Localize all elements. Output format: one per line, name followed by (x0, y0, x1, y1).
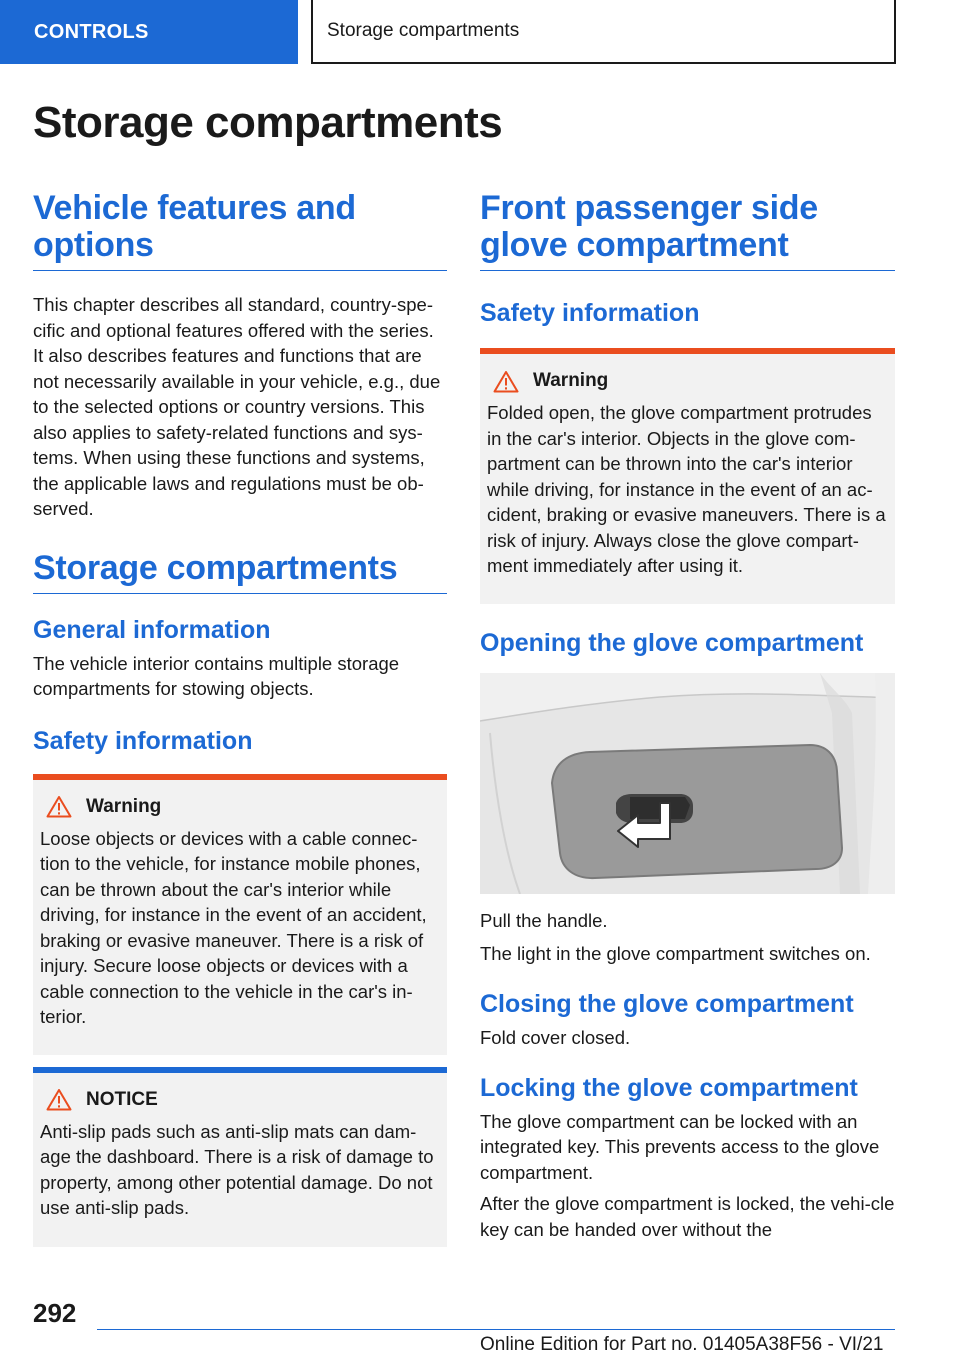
vehicle-features-text: This chapter describes all standard, country-spe-cific and optional features offered with the series. It also describes features and functions that are not necessarily available in your vehicle, e.g., due to the selected options or country versions. This also applies to safety-related functions and sys-tems. When using these functions and systems, the applicable laws and regulations must be ob-served. (33, 294, 441, 519)
right-warning-header (487, 368, 888, 394)
closing-heading: Closing the glove compartment (480, 990, 854, 1018)
general-info-text: The vehicle interior contains multiple storage compartments for stowing objects. (33, 652, 400, 699)
locking-text: The glove compartment can be locked with an integrated key. This prevents access to the glove compartment. (480, 1110, 880, 1183)
opening-heading: Opening the glove compartment (480, 629, 864, 657)
section-label: Storage compartments (327, 20, 520, 41)
safety-info-heading: Safety information (33, 726, 253, 755)
chapter-tab (0, 0, 298, 64)
section-header (311, 0, 896, 64)
notice-text: Anti-slip pads such as anti-slip mats can dam-age the dashboard. There is a risk of damage to property, among other potential damage. Do not use anti-slip pads. (40, 1120, 434, 1218)
page-title: Storage compartments (33, 98, 503, 147)
warning-title: Warning (86, 795, 162, 817)
light-text: The light in the glove compartment switches on. (480, 942, 871, 964)
footer-divider (97, 1329, 895, 1330)
vehicle-features-heading: Vehicle features and options (33, 190, 447, 271)
warning-triangle-icon (46, 1088, 72, 1111)
page-number: 292 (33, 1298, 77, 1328)
notice-header (40, 1087, 440, 1113)
chapter-label: CONTROLS (34, 20, 149, 43)
edition-text: Online Edition for Part no. 01405A38F56 - VI/21 (480, 1334, 884, 1355)
locking-heading: Locking the glove compartment (480, 1073, 858, 1102)
right-warning-box (480, 348, 895, 604)
right-safety-info-heading: Safety information (480, 299, 700, 327)
storage-heading: Storage compartments (33, 550, 447, 594)
warning-triangle-icon (46, 795, 72, 818)
right-warning-text: Folded open, the glove compartment protrudes in the car's interior. Objects in the glove com-partment can be thrown into the car's interior while driving, for instance in the event of an ac-cident, braking or evasive maneuvers. There is a risk of injury. Always close the glove compart-ment immediately after using it. (487, 402, 886, 576)
after-locking-text: After the glove compartment is locked, the vehi-cle key can be handed over without the (480, 1193, 895, 1240)
glove-compartment-heading: Front passenger side glove compartment (480, 190, 895, 271)
notice-box (33, 1067, 447, 1247)
right-column (480, 190, 895, 1242)
right-warning-title: Warning (533, 370, 609, 391)
general-info-heading: General information (33, 615, 271, 644)
warning-text: Loose objects or devices with a cable connec-tion to the vehicle, for instance mobile phones, can be thrown about the car's interior while driving, for instance in the event of an accident, braking or evasive maneuver. There is a risk of injury. Secure loose objects or devices with a cable connection to the vehicle in the car's in-terior. (40, 827, 427, 1027)
closing-text: Fold cover closed. (480, 1027, 631, 1048)
glove-compartment-illustration (480, 673, 895, 894)
warning-triangle-icon (493, 370, 519, 393)
warning-header (40, 794, 440, 820)
left-column (33, 190, 447, 1247)
pull-handle-text: Pull the handle. (480, 910, 608, 931)
warning-box (33, 774, 447, 1055)
notice-title: NOTICE (86, 1088, 158, 1110)
